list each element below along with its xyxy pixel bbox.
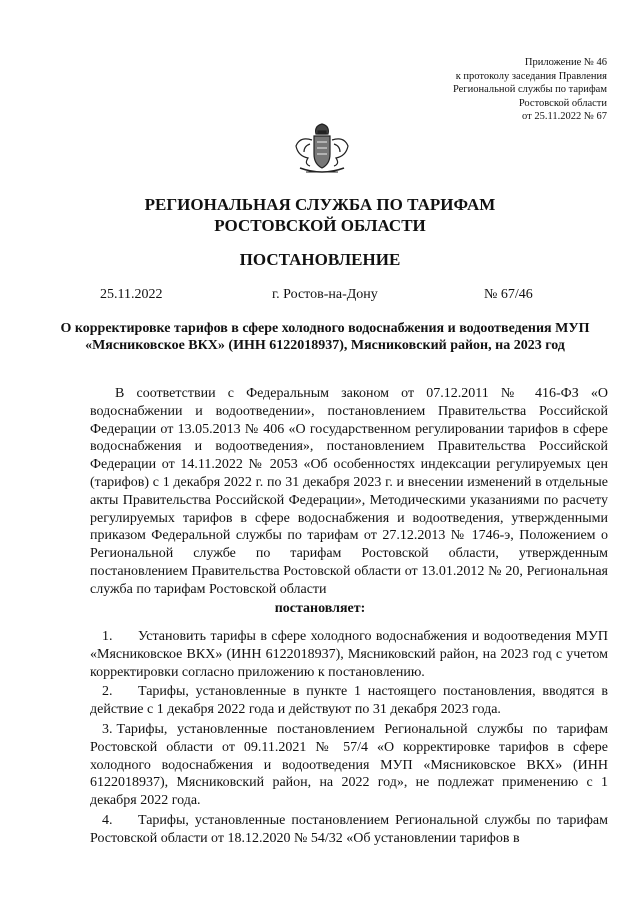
list-item (90, 683, 608, 719)
document-city: г. Ростов-на-Дону (272, 287, 378, 302)
org-title (0, 194, 640, 236)
document-date: 25.11.2022 (100, 287, 163, 302)
annex-line: Ростовской области (518, 97, 607, 109)
document-subject: О корректировке тарифов в сфере холодного водоснабжения и водоотведения МУП «Мясниковское ВКХ» (ИНН 6122018937), Мясниковский район, на 2023 год (60, 321, 590, 353)
item-text: Тарифы, установленные в пункте 1 настоящего постановления, вводятся в действие с 1 декабря 2022 года и действуют по 31 декабря 2023 года. (90, 684, 608, 718)
list-item (90, 812, 608, 848)
annex-line: к протоколу заседания Правления (455, 70, 607, 82)
item-number: 1. (102, 629, 113, 644)
annex-line: Приложение № 46 (524, 57, 607, 68)
item-text: Тарифы, установленные постановлением Региональной службы по тарифам Ростовской области от 09.11.2021 № 57/4 «О корректировке тарифов в сфере холодного водоснабжения и водоотведения МУП «Мясниковское ВКХ» (ИНН 6122018937), Мясниковский район, на 2022 год», не подлежат применению с 1 декабря 2022 года. (90, 721, 608, 809)
item-number: 4. (102, 812, 113, 828)
document-type: ПОСТАНОВЛЕНИЕ (239, 250, 401, 269)
list-item (90, 628, 608, 681)
item-text: Тарифы, установленные постановлением Региональной службы по тарифам Ростовской области от 18.12.2020 № 54/32 «Об установлении тарифов в (90, 812, 608, 846)
item-number: 2. (102, 684, 113, 700)
list-item (90, 721, 608, 810)
decree-word: постановляет: (274, 601, 366, 616)
annex-stamp (453, 56, 607, 124)
preamble-paragraph: В соответствии с Федеральным законом от 07.12.2011 № 416-ФЗ «О водоснабжении и водоотведении», постановлением Правительства Российской Федерации от 13.05.2013 № 406 «О государственном регулировании тарифов в сфере водоснабжения и водоотведения», постановлением Правительства Российской Федерации от 14.11.2022 № 2053 «Об особенностях индексации регулируемых цен (тарифов) с 1 декабря 2022 г. по 31 декабря 2023 г. и внесении изменений в отдельные акты Правительства Российской Федерации», Методическими указаниями по расчету регулируемых тарифов в сфере водоснабжения и водоотведения, утвержденными приказом Федеральной службы по тарифам от 27.12.2013 № 1746-э, Положением о Региональной службе по тарифам Ростовской области, утвержденным постановлением Правительства Ростовской области от 13.01.2012 № 20, Региональная служба по тарифам Ростовской области (90, 386, 608, 597)
annex-line: от 25.11.2022 № 67 (522, 111, 607, 123)
coat-of-arms-icon (286, 122, 358, 178)
decree-items (90, 628, 608, 850)
org-line-1: РЕГИОНАЛЬНАЯ СЛУЖБА ПО ТАРИФАМ (144, 195, 496, 214)
item-text: Установить тарифы в сфере холодного водоснабжения и водоотведения МУП «Мясниковское ВКХ» (ИНН 6122018937), Мясниковский район, на 2023 год с учетом корректировки согласно приложению к постановлению. (90, 629, 608, 680)
item-number: 3. (102, 721, 113, 737)
document-number: № 67/46 (484, 287, 533, 302)
annex-line: Региональной службы по тарифам (452, 84, 607, 96)
org-line-2: РОСТОВСКОЙ ОБЛАСТИ (214, 216, 426, 235)
